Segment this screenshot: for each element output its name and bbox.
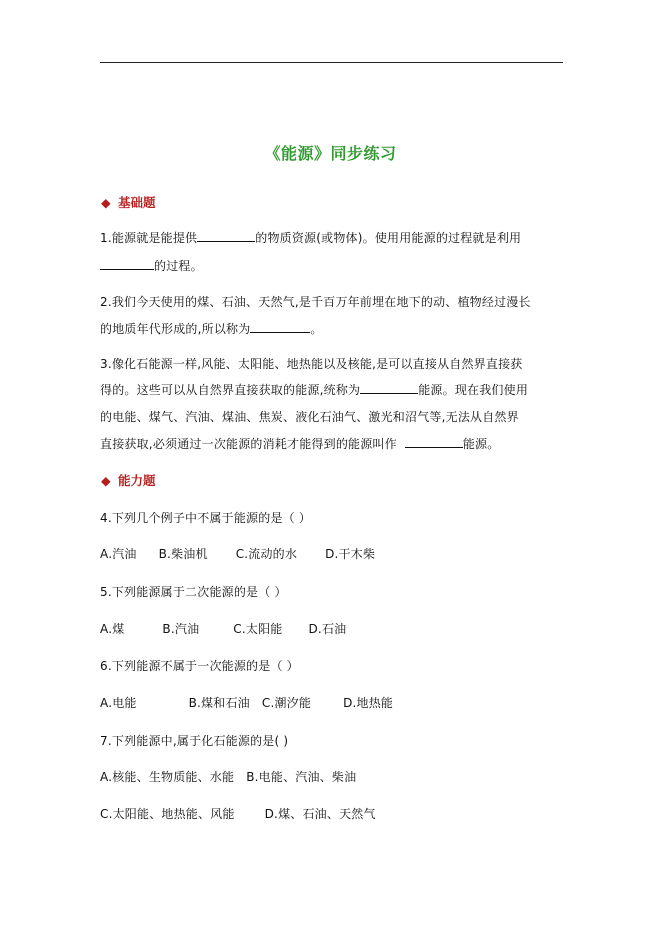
text: 1.能源就是能提供 [100, 231, 198, 245]
option-b[interactable]: B.柴油机 [158, 547, 208, 561]
question-7-stem: 7.下列能源中,属于化石能源的是( ) [100, 734, 289, 748]
answer-blank[interactable] [197, 230, 255, 242]
question-6-stem: 6.下列能源不属于一次能源的是（ ） [100, 659, 299, 673]
question-2-line-2 [100, 320, 323, 337]
text: 能源。现在我们使用 [418, 383, 529, 397]
diamond-bullet-icon: ◆ [101, 195, 111, 210]
section-label: 能力题 [118, 473, 156, 488]
question-4-options [100, 545, 375, 562]
question-3-line-3: 的电能、煤气、汽油、煤油、焦炭、液化石油气、激光和沼气等,无法从自然界 [100, 410, 519, 424]
option-a[interactable]: A.核能、生物质能、水能 [100, 770, 235, 784]
text: 的过程。 [154, 259, 203, 273]
option-d[interactable]: D.石油 [308, 622, 347, 636]
option-a[interactable]: A.电能 [100, 696, 137, 710]
answer-blank[interactable] [405, 436, 463, 448]
question-3-line-1: 3.像化石能源一样,风能、太阳能、地热能以及核能,是可以直接从自然界直接获 [100, 357, 523, 371]
section-label: 基础题 [118, 195, 156, 210]
text: 得的。这些可以从自然界直接获取的能源,统称为 [100, 383, 361, 397]
question-4-stem: 4.下列几个例子中不属于能源的是（ ） [100, 511, 312, 525]
question-7-options-row-1 [100, 768, 356, 785]
text: 直接获取,必须通过一次能源的消耗才能得到的能源叫作 [100, 437, 397, 451]
question-2-line-1: 2.我们今天使用的煤、石油、天然气,是千百万年前埋在地下的动、植物经过漫长 [100, 295, 531, 309]
question-3-line-4 [100, 435, 499, 452]
option-c[interactable]: C.太阳能 [233, 622, 283, 636]
answer-blank[interactable] [250, 321, 310, 333]
diamond-bullet-icon: ◆ [101, 473, 111, 488]
question-5-options [100, 620, 346, 637]
option-a[interactable]: A.汽油 [100, 547, 137, 561]
text: 的地质年代形成的,所以称为 [100, 322, 251, 336]
question-6-options [100, 694, 393, 711]
question-1-line-1 [100, 229, 521, 246]
header-rule [100, 62, 563, 63]
option-b[interactable]: B.煤和石油 [188, 696, 250, 710]
option-c[interactable]: C.流动的水 [235, 547, 298, 561]
answer-blank[interactable] [360, 382, 418, 394]
text: 的物质资源(或物体)。使用用能源的过程就是利用 [255, 231, 522, 245]
option-d[interactable]: D.地热能 [343, 696, 394, 710]
answer-blank[interactable] [100, 258, 154, 270]
question-5-stem: 5.下列能源属于二次能源的是（ ） [100, 585, 287, 599]
text: 。 [310, 322, 323, 336]
option-d[interactable]: D.煤、石油、天然气 [264, 807, 376, 821]
option-d[interactable]: D.干木柴 [325, 547, 376, 561]
question-1-line-2 [100, 257, 203, 274]
question-7-options-row-2 [100, 805, 376, 822]
option-b[interactable]: B.电能、汽油、柴油 [246, 770, 357, 784]
section-heading-ability [101, 471, 156, 489]
text: 能源。 [462, 437, 500, 451]
option-b[interactable]: B.汽油 [162, 622, 200, 636]
question-3-line-2 [100, 381, 528, 398]
page-title: 《能源》同步练习 [264, 144, 397, 163]
option-c[interactable]: C.潮汐能 [261, 696, 312, 710]
option-c[interactable]: C.太阳能、地热能、风能 [100, 807, 235, 821]
option-a[interactable]: A.煤 [100, 622, 125, 636]
section-heading-basic [101, 193, 156, 211]
